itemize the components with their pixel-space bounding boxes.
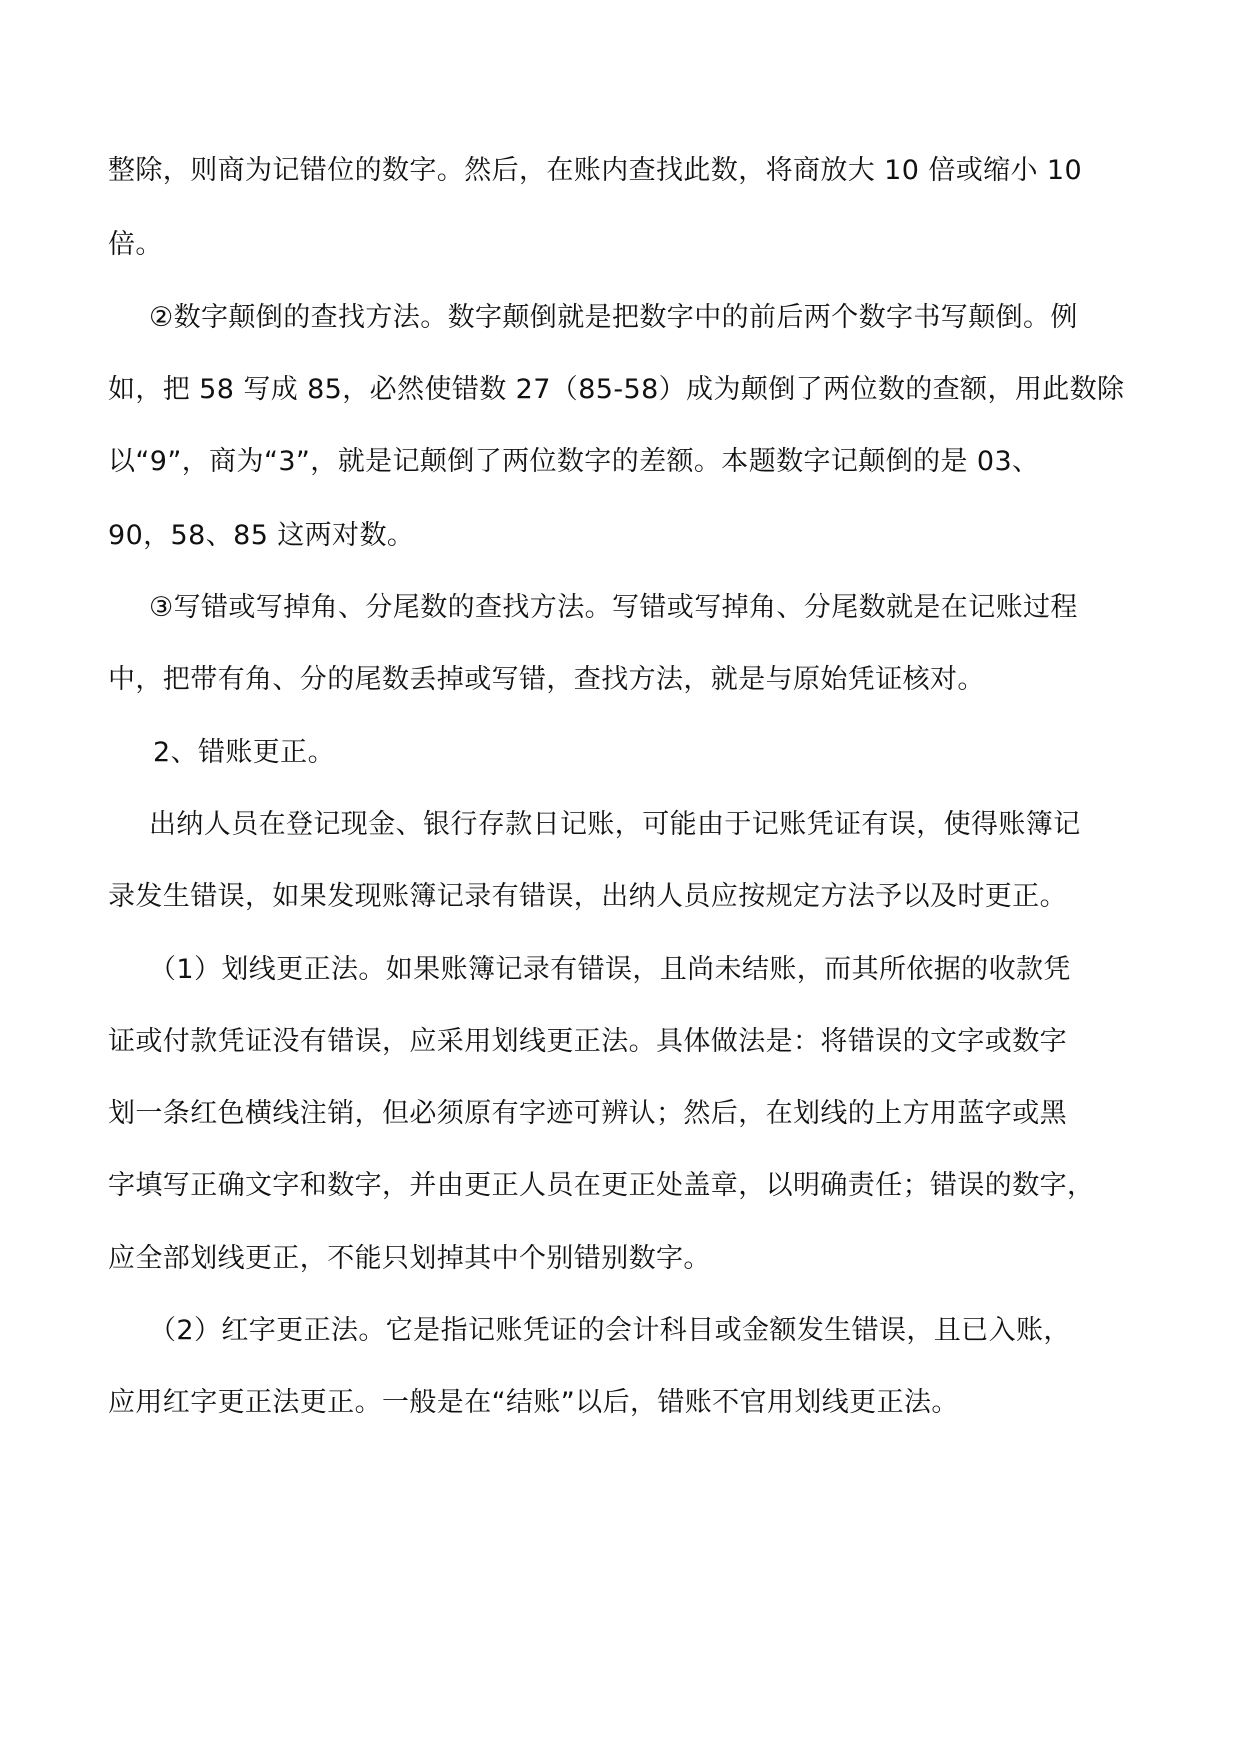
paragraph-line: （1）划线更正法。如果账簿记录有错误，且尚未结账，而其所依据的收款凭 — [149, 954, 1071, 985]
paragraph-line: 证或付款凭证没有错误，应采用划线更正法。具体做法是：将错误的文字或数字 — [108, 1026, 1067, 1057]
paragraph-line: ③写错或写掉角、分尾数的查找方法。写错或写掉角、分尾数就是在记账过程 — [149, 592, 1078, 623]
paragraph-line: ②数字颠倒的查找方法。数字颠倒就是把数字中的前后两个数字书写颠倒。例 — [149, 302, 1078, 333]
paragraph-line: （2）红字更正法。它是指记账凭证的会计科目或金额发生错误，且已入账， — [149, 1315, 1071, 1346]
section-heading: 2、错账更正。 — [153, 737, 335, 768]
paragraph-line: 应全部划线更正，不能只划掉其中个别错别数字。 — [108, 1243, 711, 1274]
paragraph-line: 划一条红色横线注销，但必须原有字迹可辨认；然后，在划线的上方用蓝字或黑 — [108, 1098, 1067, 1129]
paragraph-line: 整除，则商为记错位的数字。然后，在账内查找此数，将商放大 10 倍或缩小 10 — [108, 155, 1083, 186]
paragraph-line: 90，58、85 这两对数。 — [108, 520, 415, 551]
paragraph-line: 字填写正确文字和数字，并由更正人员在更正处盖章，以明确责任；错误的数字， — [108, 1170, 1095, 1201]
paragraph-line: 如，把 58 写成 85，必然使错数 27（85-58）成为颠倒了两位数的查额，用此数除 — [108, 374, 1125, 405]
paragraph-line: 中，把带有角、分的尾数丢掉或写错，查找方法，就是与原始凭证核对。 — [108, 664, 985, 695]
paragraph-line: 录发生错误，如果发现账簿记录有错误，出纳人员应按规定方法予以及时更正。 — [108, 881, 1067, 912]
paragraph-line: 应用红字更正法更正。一般是在“结账”以后，错账不官用划线更正法。 — [108, 1387, 959, 1418]
paragraph-line: 出纳人员在登记现金、银行存款日记账，可能由于记账凭证有误，使得账簿记 — [149, 809, 1081, 840]
paragraph-line: 倍。 — [108, 229, 163, 260]
paragraph-line: 以“9”，商为“3”，就是记颠倒了两位数字的差额。本题数字记颠倒的是 03、 — [108, 446, 1040, 477]
